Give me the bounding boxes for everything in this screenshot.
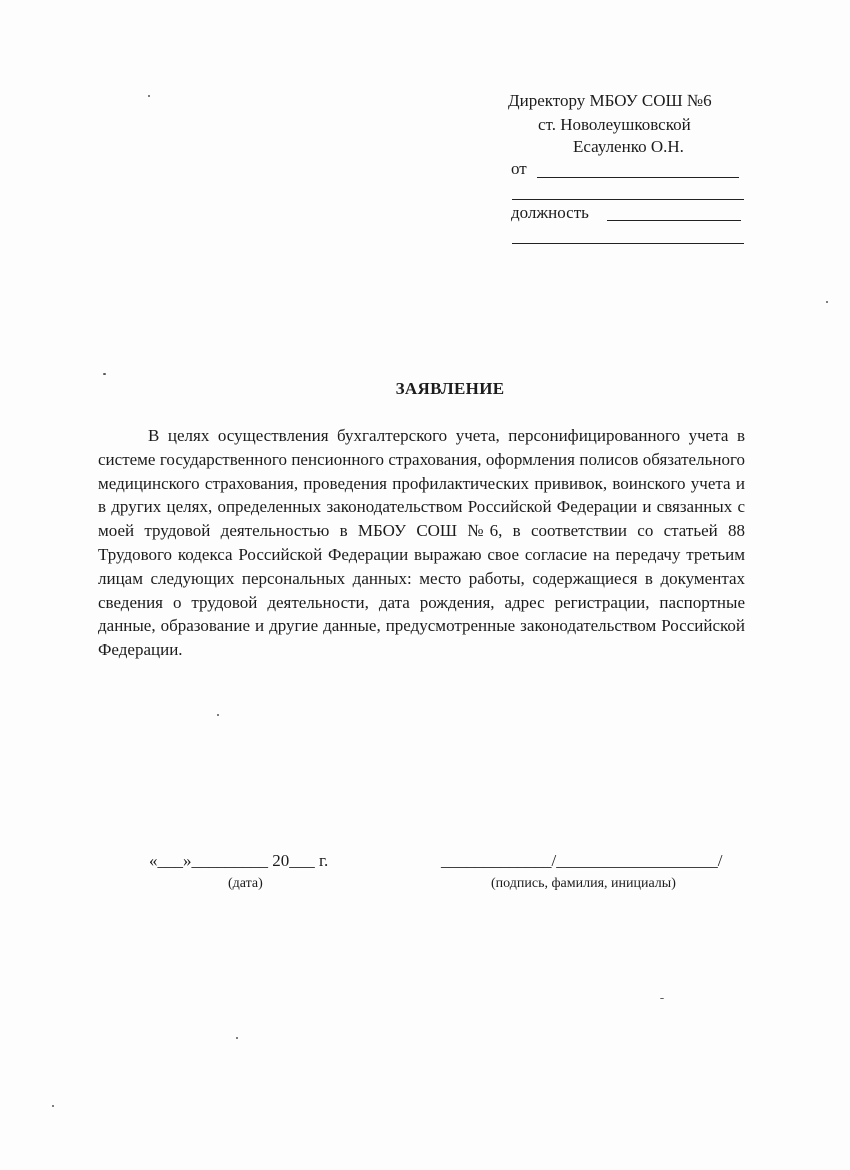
position-label: должность (511, 203, 589, 222)
scan-speck (217, 714, 219, 716)
scan-speck (826, 301, 828, 303)
scan-speck (103, 373, 106, 375)
position-line-2 (512, 243, 744, 244)
signature-caption: (подпись, фамилия, инициалы) (491, 876, 676, 891)
addressee-line-3: Есауленко О.Н. (573, 137, 684, 156)
signature-field: _____________/___________________/ (441, 851, 723, 870)
scan-speck (52, 1105, 54, 1107)
scan-speck (236, 1037, 238, 1039)
scan-speck (148, 95, 150, 97)
date-caption: (дата) (228, 876, 263, 891)
position-line (607, 220, 741, 221)
from-name-line (537, 177, 739, 178)
document-title: ЗАЯВЛЕНИЕ (395, 379, 505, 398)
addressee-line-2: ст. Новолеушковской (538, 115, 691, 134)
scan-speck (660, 998, 664, 999)
date-field: «___»_________ 20___ г. (149, 851, 329, 870)
from-label: от (511, 159, 527, 178)
from-name-line-2 (512, 199, 744, 200)
statement-paragraph: В целях осуществления бухгалтерского учета, персонифицированного учета в системе государственного пенсионного страхования, оформления полисов обязательного медицинского страхования, проведения профилактических прививок, воинского учета и в других целях, определенных законодательством Российской Федерации и связанных с моей трудовой деятельностью в МБОУ СОШ №6, в соответствии со статьей 88 Трудового кодекса Российской Федерации выражаю свое согласие на передачу третьим лицам следующих персональных данных: место работы, содержащиеся в документах сведения о трудовой деятельности, дата рождения, адрес регистрации, паспортные данные, образование и другие данные, предусмотренные законодательством Российской Федерации. (98, 426, 745, 660)
addressee-line-1: Директору МБОУ СОШ №6 (508, 91, 712, 110)
